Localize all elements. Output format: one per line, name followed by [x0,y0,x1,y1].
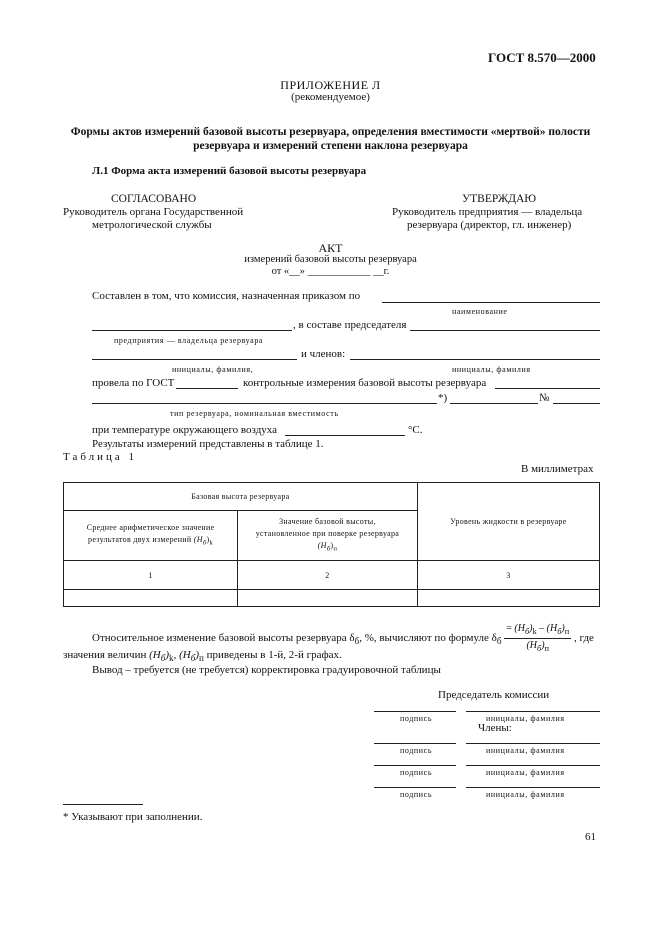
caption-initials: инициалы, фамилия [486,746,565,755]
blank-line [410,330,600,331]
heading-line-2: резервуара и измерений степени наклона резервуара [193,140,468,152]
form-line-4b: контрольные измерения базовой высоты резервуара [243,377,487,389]
signature-line [374,711,456,712]
form-line-2: , в составе председателя [293,319,407,331]
page-number: 61 [585,831,596,843]
heading-line-1: Формы актов измерений базовой высоты резервуара, определения вместимости «мертвой» полости [70,126,591,138]
initials-line [466,743,600,744]
caption-initials: инициалы, фамилия [486,790,565,799]
formula-fraction: $\frac{= (H_б)_k - (H_б)_п}{(H_б)_п}$ [506,623,570,653]
measurements-table [63,482,600,607]
section-title: Л.1 Форма акта измерений базовой высоты резервуара [92,165,367,177]
initials-line [466,787,600,788]
blank-line [285,435,405,436]
initials-line [466,765,600,766]
blank-line [553,403,600,404]
table-col-number-2: 2 [238,561,418,590]
members-label: Члены: [478,722,512,734]
table-group-header: Базовая высота резервуара [64,483,418,511]
caption-sign: подпись [400,790,433,799]
table-cell [64,590,238,607]
caption-sign: подпись [400,746,433,755]
blank-line [92,403,437,404]
caption-initials-2: инициалы, фамилия [452,365,531,374]
blank-line [176,388,238,389]
appendix-subtitle: (рекомендуемое) [291,91,370,103]
form-line-3: и членов: [301,348,346,360]
table-col-number-1: 1 [64,561,238,590]
approval-right-line2: резервуара (директор, гл. инженер) [407,219,572,231]
caption-initials: инициалы, фамилия [486,714,565,723]
table-units: В миллиметрах [521,463,594,475]
caption-tank-type: тип резервуара, номинальная вместимость [170,409,339,418]
table-label: Таблица 1 [63,451,138,463]
blank-line [382,302,600,303]
caption-initials: инициалы, фамилия [486,768,565,777]
form-line-4a: провела по ГОСТ [92,377,175,389]
table-col-number-3: 3 [417,561,599,590]
caption-enterprise: предприятия — владельца резервуара [114,336,264,345]
form-line-5b: № [539,392,550,404]
act-title: АКТ [318,241,343,255]
table-col2-header: Значение базовой высоты, установленное при поверке резервуара $(H_б)_п$ [238,511,418,561]
approval-right-line1: Руководитель предприятия — владельца [392,206,583,218]
signature-line [374,743,456,744]
blank-line [495,388,600,389]
footnote: * Указывают при заполнении. [63,811,203,823]
form-line-5a: *) [438,392,448,404]
standard-number: ГОСТ 8.570—2000 [488,50,596,65]
blank-line [92,330,292,331]
act-subtitle: измерений базовой высоты резервуара [244,254,417,265]
formula-line-2: значения величин $(H_б)_k$, $(H_б)_п$ приведены в 1-й, 2-й графах. [63,649,342,664]
blank-line [450,403,538,404]
caption-initials-1: инициалы, фамилия, [172,365,254,374]
blank-line [92,359,297,360]
caption-sign: подпись [400,768,433,777]
table-cell [238,590,418,607]
form-line-1: Составлен в том, что комиссия, назначенная приказом по [92,290,361,302]
approval-left-line2: метрологической службы [92,219,212,231]
conclusion: Вывод – требуется (не требуется) корректировка градуировочной таблицы [92,664,441,676]
form-line-6b: °С. [408,424,423,436]
blank-line [350,359,600,360]
signature-line [374,787,456,788]
table-col3-header: Уровень жидкости в резервуаре [417,483,599,561]
approval-left-title: СОГЛАСОВАНО [111,193,197,205]
initials-line [466,711,600,712]
caption-name: наименование [452,307,508,316]
table-cell [417,590,599,607]
caption-sign: подпись [400,714,433,723]
table-col1-header: Среднее арифметическое значение результатов двух измерений $(H_б)_k$ [64,511,238,561]
form-line-7: Результаты измерений представлены в таблице 1. [92,438,324,450]
signature-line [374,765,456,766]
act-date: от «__» ____________ __г. [271,266,390,277]
chair-label: Председатель комиссии [438,689,550,701]
form-line-6a: при температуре окружающего воздуха [92,424,278,436]
formula-line: Относительное изменение базовой высоты резервуара $\delta_б$, %, вычисляют по формуле $\delta_б$ $\frac{= (H_б)_k - (H_б)_п}{(H_б)_п}$ , где [92,623,594,653]
footnote-rule [63,804,143,805]
approval-right-title: УТВЕРЖДАЮ [462,193,537,205]
appendix-title: ПРИЛОЖЕНИЕ Л [280,78,381,92]
approval-left-line1: Руководитель органа Государственной [63,206,244,218]
